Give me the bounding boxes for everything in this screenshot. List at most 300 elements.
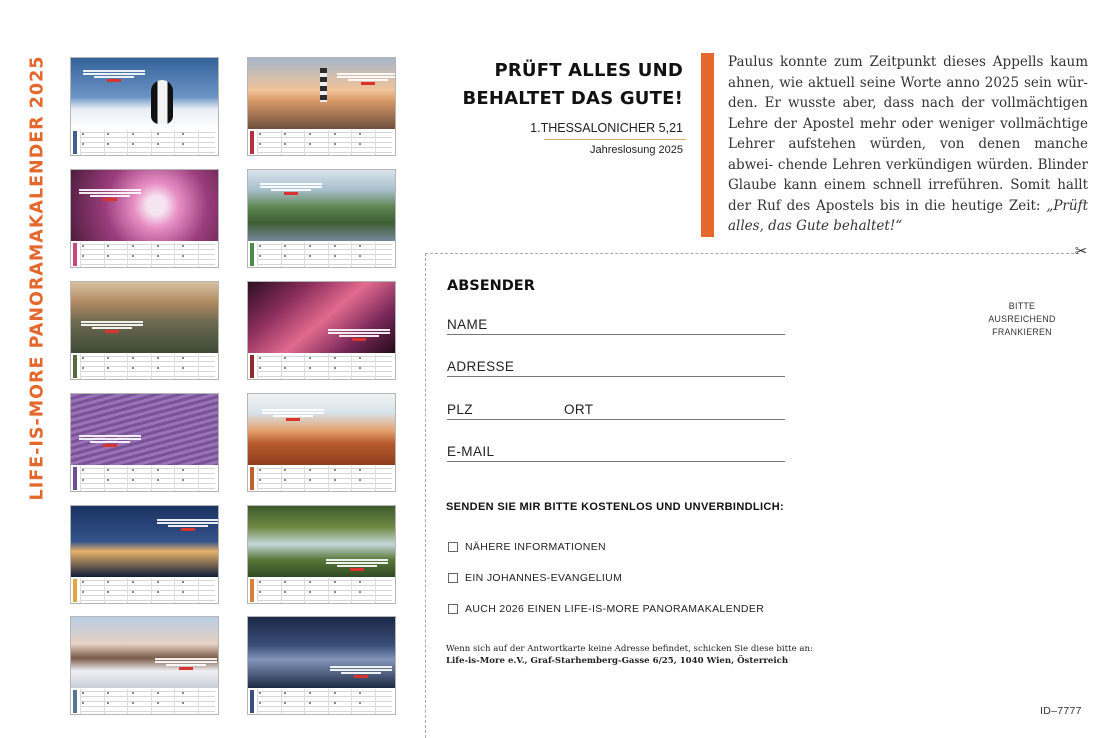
grid-mark	[107, 591, 109, 593]
grid-col	[257, 130, 258, 155]
grid-col	[80, 242, 81, 267]
grid-col	[304, 354, 305, 379]
caption-tag	[286, 418, 300, 421]
caption-line	[168, 525, 208, 527]
grid-mark	[157, 357, 159, 359]
grid-mark	[309, 133, 311, 135]
grid-col	[127, 242, 128, 267]
grid-row	[257, 691, 392, 692]
grid-mark	[107, 581, 109, 583]
annual-motto-label: Jahreslosung 2025	[590, 144, 683, 156]
grid-col	[375, 689, 376, 714]
grid-row	[80, 701, 215, 702]
month-caption-block	[153, 518, 219, 531]
caption-tag	[350, 568, 364, 571]
grid-col	[174, 130, 175, 155]
grid-mark	[309, 702, 311, 704]
grid-col	[174, 689, 175, 714]
month-day-grid	[248, 241, 395, 268]
grid-mark	[259, 357, 261, 359]
caption-tag	[361, 82, 375, 85]
grid-mark	[309, 692, 311, 694]
grid-mark	[132, 133, 134, 135]
grid-mark	[132, 255, 134, 257]
month-day-grid	[71, 353, 218, 380]
grid-mark	[284, 702, 286, 704]
grid-mark	[334, 133, 336, 135]
option-label: EIN JOHANNES-EVANGELIUM	[465, 572, 623, 584]
postage-line: AUSREICHEND	[988, 314, 1056, 324]
zip-label: PLZ	[447, 402, 473, 417]
grid-mark	[334, 581, 336, 583]
caption-line	[79, 192, 141, 194]
month-color-tab	[73, 355, 77, 378]
name-field[interactable]	[447, 317, 785, 335]
grid-col	[351, 578, 352, 603]
postage-line: BITTE	[1008, 301, 1036, 311]
grid-col	[257, 578, 258, 603]
calendar-month-card	[247, 616, 396, 715]
grid-mark	[309, 357, 311, 359]
grid-mark	[132, 692, 134, 694]
grid-col	[104, 578, 105, 603]
grid-mark	[334, 479, 336, 481]
grid-mark	[309, 591, 311, 593]
grid-col	[304, 689, 305, 714]
calendar-month-card	[247, 505, 396, 604]
caption-line	[337, 73, 396, 75]
caption-tag	[284, 192, 298, 195]
grid-mark	[334, 591, 336, 593]
grid-mark	[157, 581, 159, 583]
grid-row	[257, 259, 392, 260]
grid-mark	[132, 702, 134, 704]
caption-tag	[352, 338, 366, 341]
grid-row	[257, 254, 392, 255]
grid-mark	[284, 133, 286, 135]
grid-row	[80, 590, 215, 591]
grid-row	[80, 711, 215, 712]
grid-mark	[82, 133, 84, 135]
month-color-tab	[250, 579, 254, 602]
grid-row	[80, 371, 215, 372]
grid-mark	[359, 692, 361, 694]
grid-row	[80, 468, 215, 469]
grid-mark	[182, 469, 184, 471]
caption-line	[326, 559, 388, 561]
grid-row	[257, 244, 392, 245]
month-color-tab	[250, 690, 254, 713]
grid-row	[80, 142, 215, 143]
calendar-month-card	[70, 505, 219, 604]
grid-mark	[309, 367, 311, 369]
grid-mark	[107, 479, 109, 481]
caption-line	[166, 664, 206, 666]
grid-mark	[132, 245, 134, 247]
grid-mark	[259, 133, 261, 135]
grid-col	[151, 242, 152, 267]
grid-col	[257, 466, 258, 491]
grid-mark	[182, 581, 184, 583]
caption-tag	[105, 330, 119, 333]
month-day-grid	[248, 129, 395, 156]
quote-italic: „Prüft alles, das	[728, 197, 1088, 234]
calendar-month-card	[70, 616, 219, 715]
grid-mark	[157, 245, 159, 247]
month-caption-block	[333, 72, 396, 85]
name-label: NAME	[447, 317, 488, 332]
month-caption-block	[79, 69, 149, 82]
grid-row	[257, 137, 392, 138]
grid-mark	[309, 255, 311, 257]
grid-mark	[107, 367, 109, 369]
grid-col	[80, 130, 81, 155]
caption-line	[337, 76, 396, 78]
grid-mark	[182, 479, 184, 481]
grid-mark	[107, 702, 109, 704]
grid-col	[328, 578, 329, 603]
grid-col	[198, 130, 199, 155]
grid-mark	[359, 245, 361, 247]
grid-mark	[82, 367, 84, 369]
grid-col	[328, 354, 329, 379]
caption-tag	[181, 528, 195, 531]
grid-mark	[132, 367, 134, 369]
castle-lake-photo	[248, 170, 395, 241]
grid-row	[80, 366, 215, 367]
calendar-month-card	[70, 393, 219, 492]
caption-line	[260, 183, 322, 185]
caption-line	[271, 189, 311, 191]
grid-mark	[284, 469, 286, 471]
caption-line	[83, 70, 145, 72]
grid-col	[304, 578, 305, 603]
mountain-peak-photo	[71, 617, 218, 688]
grid-mark	[132, 591, 134, 593]
grid-mark	[259, 245, 261, 247]
grid-mark	[259, 591, 261, 593]
month-color-tab	[73, 243, 77, 266]
verse-heading	[463, 57, 684, 113]
caption-line	[330, 669, 392, 671]
grid-row	[257, 468, 392, 469]
grid-mark	[284, 479, 286, 481]
grid-row	[257, 132, 392, 133]
caption-tag	[103, 444, 117, 447]
grid-col	[104, 242, 105, 267]
grid-col	[104, 354, 105, 379]
month-day-grid	[248, 353, 395, 380]
caption-line	[157, 522, 219, 524]
caption-line	[79, 189, 141, 191]
grid-row	[80, 473, 215, 474]
quote-line: Lehrer aufstehen würden, von denen manche abwei-	[728, 136, 1088, 173]
caption-line	[337, 565, 377, 567]
grid-col	[127, 130, 128, 155]
grid-mark	[132, 469, 134, 471]
grid-mark	[334, 357, 336, 359]
caption-line	[81, 324, 143, 326]
grid-mark	[82, 591, 84, 593]
grid-mark	[82, 479, 84, 481]
grid-col	[257, 689, 258, 714]
calendar-month-card	[247, 57, 396, 156]
month-caption-block	[258, 408, 328, 421]
caption-line	[94, 76, 134, 78]
grid-col	[151, 689, 152, 714]
grid-mark	[132, 581, 134, 583]
grid-mark	[259, 479, 261, 481]
grid-mark	[82, 692, 84, 694]
grid-mark	[132, 479, 134, 481]
grid-mark	[107, 255, 109, 257]
grid-mark	[82, 469, 84, 471]
caption-line	[273, 415, 313, 417]
grid-mark	[259, 702, 261, 704]
grid-col	[281, 578, 282, 603]
caption-tag	[103, 198, 117, 201]
caption-tag	[179, 667, 193, 670]
grid-mark	[359, 479, 361, 481]
grid-row	[257, 595, 392, 596]
grid-col	[127, 578, 128, 603]
quote-line: chende Lehren verkündigen würden. Blinder Glaube	[728, 156, 1088, 193]
grid-row	[80, 585, 215, 586]
checkbox[interactable]	[448, 542, 458, 552]
side-title-text: LIFE-IS-MORE PANORAMAKALENDER 2025	[27, 55, 47, 500]
grid-mark	[157, 591, 159, 593]
zip-city-field[interactable]	[447, 402, 785, 420]
month-color-tab	[73, 467, 77, 490]
grid-row	[257, 249, 392, 250]
grid-row	[80, 147, 215, 148]
grid-mark	[132, 143, 134, 145]
caption-line	[262, 412, 324, 414]
month-caption-block	[256, 182, 326, 195]
grid-mark	[182, 357, 184, 359]
grid-mark	[157, 143, 159, 145]
quote-italic: Gute behaltet!“	[796, 218, 903, 234]
grid-mark	[107, 357, 109, 359]
postage-note	[972, 300, 1072, 339]
sender-heading: ABSENDER	[447, 278, 535, 294]
grid-mark	[82, 143, 84, 145]
grid-mark	[82, 357, 84, 359]
month-color-tab	[250, 467, 254, 490]
grid-mark	[359, 357, 361, 359]
reference-divider	[544, 139, 686, 140]
caption-line	[260, 186, 322, 188]
grid-mark	[334, 143, 336, 145]
caption-line	[79, 435, 141, 437]
grid-col	[351, 689, 352, 714]
grid-col	[281, 354, 282, 379]
grid-row	[80, 356, 215, 357]
grid-row	[257, 696, 392, 697]
grid-col	[127, 466, 128, 491]
card-id: ID–7777	[1040, 705, 1082, 717]
grid-col	[281, 242, 282, 267]
calendar-month-card	[70, 169, 219, 268]
grid-mark	[359, 143, 361, 145]
grid-col	[281, 130, 282, 155]
grid-col	[375, 130, 376, 155]
caption-line	[83, 73, 145, 75]
grid-mark	[284, 255, 286, 257]
lighthouse-shape	[320, 68, 327, 102]
grid-col	[351, 130, 352, 155]
address-field[interactable]	[447, 359, 785, 377]
quote-line: des Apostels bis in die heutige Zeit:	[786, 197, 1041, 214]
grid-row	[257, 371, 392, 372]
grid-col	[174, 242, 175, 267]
grid-col	[174, 354, 175, 379]
grid-mark	[182, 702, 184, 704]
grid-col	[151, 466, 152, 491]
penguin-shape	[151, 80, 173, 124]
grid-mark	[334, 255, 336, 257]
caption-line	[328, 329, 390, 331]
grid-mark	[334, 692, 336, 694]
grid-mark	[157, 255, 159, 257]
grid-mark	[132, 357, 134, 359]
grid-row	[257, 152, 392, 153]
grid-row	[80, 152, 215, 153]
grid-mark	[359, 591, 361, 593]
grid-row	[257, 590, 392, 591]
grid-col	[375, 578, 376, 603]
checkbox[interactable]	[448, 573, 458, 583]
grid-col	[198, 689, 199, 714]
caption-line	[262, 409, 324, 411]
grid-row	[257, 361, 392, 362]
grid-mark	[284, 581, 286, 583]
month-caption-block	[75, 188, 145, 201]
grid-row	[80, 376, 215, 377]
grid-row	[80, 488, 215, 489]
grid-col	[375, 354, 376, 379]
grid-mark	[284, 692, 286, 694]
month-caption-block	[322, 558, 392, 571]
grid-mark	[182, 591, 184, 593]
caption-line	[339, 335, 379, 337]
quote-line: Lehre der Apostel mehr oder weniger vollmächtige	[728, 115, 1088, 132]
grid-row	[257, 142, 392, 143]
grid-row	[257, 580, 392, 581]
month-caption-block	[77, 320, 147, 333]
grid-mark	[309, 479, 311, 481]
heading-line-2: BEHALTET DAS GUTE!	[462, 88, 683, 109]
grid-col	[80, 466, 81, 491]
grid-mark	[334, 469, 336, 471]
yosemite-valley-photo	[71, 282, 218, 353]
caption-line	[328, 332, 390, 334]
grid-row	[80, 259, 215, 260]
grid-row	[257, 478, 392, 479]
grid-row	[257, 356, 392, 357]
quote-accent-bar	[701, 53, 714, 237]
grid-row	[80, 254, 215, 255]
grid-mark	[359, 255, 361, 257]
month-day-grid	[71, 241, 218, 268]
caption-line	[326, 562, 388, 564]
grid-col	[151, 354, 152, 379]
grid-col	[127, 689, 128, 714]
grid-mark	[182, 255, 184, 257]
grid-mark	[107, 143, 109, 145]
caption-line	[90, 441, 130, 443]
cut-line-vertical	[425, 253, 426, 738]
grid-row	[257, 488, 392, 489]
grid-mark	[259, 469, 261, 471]
monument-valley-photo	[248, 394, 395, 465]
grid-row	[257, 711, 392, 712]
month-color-tab	[250, 355, 254, 378]
heading-line-1: PRÜFT ALLES UND	[494, 60, 683, 81]
grid-mark	[157, 479, 159, 481]
grid-row	[257, 706, 392, 707]
caption-line	[79, 438, 141, 440]
grid-row	[80, 264, 215, 265]
grid-mark	[107, 133, 109, 135]
grid-row	[257, 701, 392, 702]
grid-mark	[82, 245, 84, 247]
grid-mark	[259, 692, 261, 694]
grid-mark	[259, 581, 261, 583]
grid-mark	[82, 581, 84, 583]
grid-mark	[359, 702, 361, 704]
grid-mark	[359, 469, 361, 471]
email-label: E-MAIL	[447, 444, 495, 459]
scissors-icon: ✂	[1074, 243, 1088, 260]
grid-mark	[157, 469, 159, 471]
grid-col	[351, 354, 352, 379]
grid-mark	[334, 245, 336, 247]
month-color-tab	[73, 131, 77, 154]
grid-mark	[359, 133, 361, 135]
grid-row	[80, 580, 215, 581]
caption-line	[341, 672, 381, 674]
month-color-tab	[250, 243, 254, 266]
grid-mark	[259, 143, 261, 145]
month-caption-block	[151, 657, 219, 670]
month-day-grid	[71, 129, 218, 156]
grid-mark	[157, 133, 159, 135]
grid-row	[80, 696, 215, 697]
caption-line	[155, 661, 217, 663]
grid-mark	[309, 581, 311, 583]
grid-col	[328, 466, 329, 491]
quote-paragraph	[728, 52, 1088, 237]
antelope-canyon-photo	[248, 282, 395, 353]
grid-mark	[182, 245, 184, 247]
lavender-field-photo	[71, 394, 218, 465]
quote-line: ahnen, wie aktuell seine Worte anno 2025 sein wür-	[728, 74, 1088, 91]
grid-mark	[284, 143, 286, 145]
grid-row	[257, 366, 392, 367]
month-day-grid	[71, 688, 218, 715]
grid-row	[80, 249, 215, 250]
email-field[interactable]	[447, 444, 785, 462]
checkbox[interactable]	[448, 604, 458, 614]
calendar-side-title	[22, 50, 52, 505]
grid-col	[257, 242, 258, 267]
option-label: NÄHERE INFORMATIONEN	[465, 541, 606, 553]
grid-col	[328, 242, 329, 267]
grid-mark	[182, 367, 184, 369]
caption-line	[157, 519, 219, 521]
grid-col	[281, 466, 282, 491]
